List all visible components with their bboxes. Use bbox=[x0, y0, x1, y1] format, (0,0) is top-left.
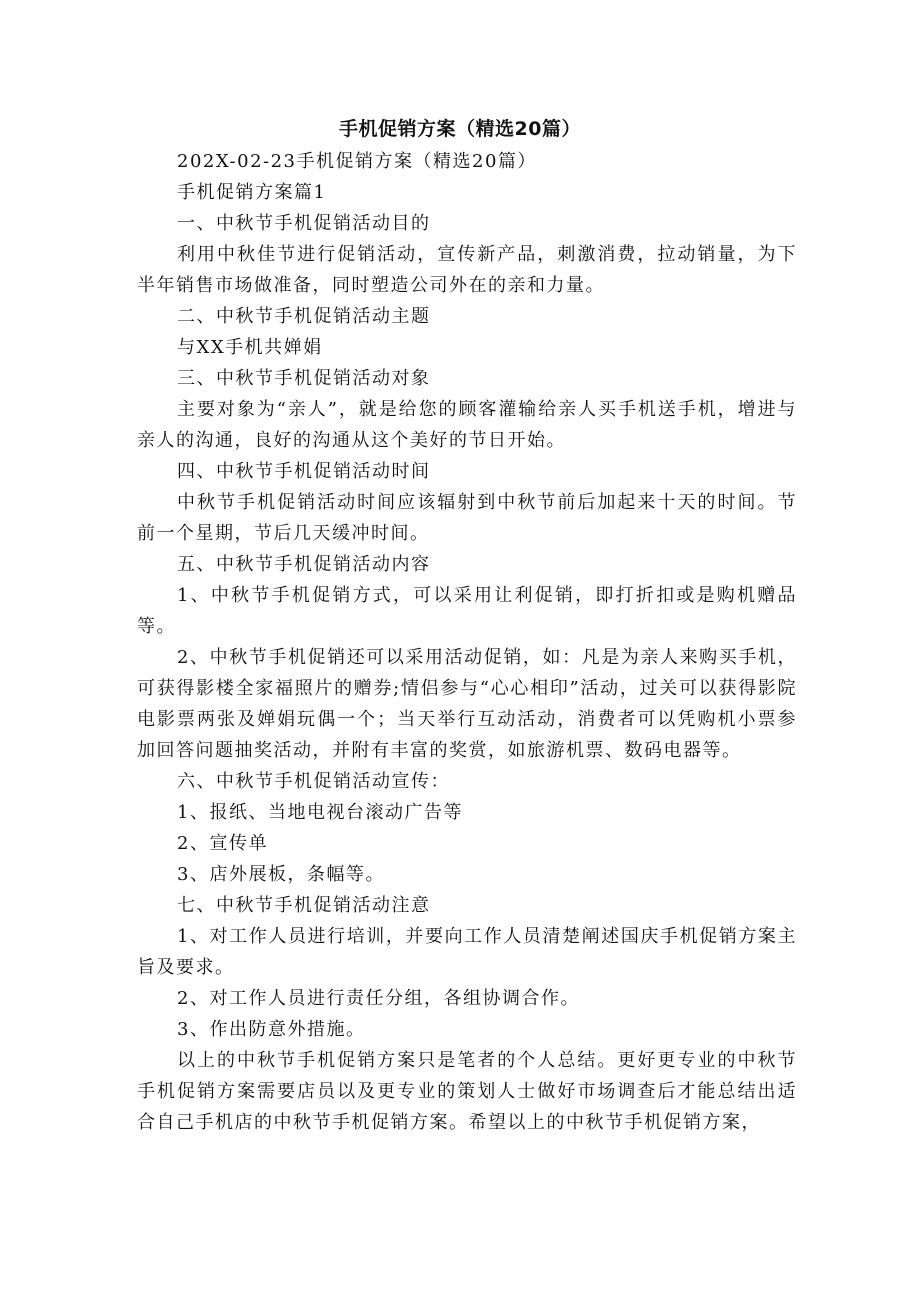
paragraph-content-item-1: 1、中秋节手机促销方式，可以采用让利促销，即打折扣或是购机赠品等。 bbox=[137, 585, 797, 637]
paragraph-content-item-2: 2、中秋节手机促销还可以采用活动促销，如：凡是为亲人来购买手机，可获得影楼全家福照片的赠券;情侣参与“心心相印”活动，过关可以获得影院电影票两张及婵娟玩偶一个；当天举行互动活动，消费者可以凭购机小票参加回答问题抽奖活动，并附有丰富的奖赏，如旅游机票、数码电器等。 bbox=[137, 647, 797, 761]
paragraph-heading-notes: 七、中秋节手机促销活动注意 bbox=[177, 895, 431, 916]
paragraph-notes-item-2: 2、对工作人员进行责任分组，各组协调合作。 bbox=[177, 988, 580, 1009]
paragraph-heading-target: 三、中秋节手机促销活动对象 bbox=[177, 368, 431, 389]
paragraph-promotion-item-2: 2、宣传单 bbox=[177, 833, 268, 854]
paragraph-purpose-text: 利用中秋佳节进行促销活动，宣传新产品，刺激消费，拉动销量，为下半年销售市场做准备，同时塑造公司外在的亲和力量。 bbox=[137, 244, 797, 296]
paragraph-heading-theme: 二、中秋节手机促销活动主题 bbox=[177, 306, 431, 327]
paragraph-date-heading: 202X-02-23手机促销方案（精选20篇） bbox=[177, 151, 537, 172]
paragraph-notes-item-1: 1、对工作人员进行培训，并要向工作人员清楚阐述国庆手机促销方案主旨及要求。 bbox=[137, 926, 797, 978]
document-body bbox=[137, 146, 797, 1138]
paragraph-promotion-item-3: 3、店外展板，条幅等。 bbox=[177, 864, 385, 885]
paragraph-heading-time: 四、中秋节手机促销活动时间 bbox=[177, 461, 431, 482]
paragraph-promotion-item-1: 1、报纸、当地电视台滚动广告等 bbox=[177, 802, 463, 823]
paragraph-conclusion: 以上的中秋节手机促销方案只是笔者的个人总结。更好更专业的中秋节手机促销方案需要店员以及更专业的策划人士做好市场调查后才能总结出适合自己手机店的中秋节手机促销方案。希望以上的中秋节手机促销方案， bbox=[137, 1050, 797, 1133]
document-title: 手机促销方案（精选20篇） bbox=[339, 118, 581, 140]
paragraph-heading-promotion: 六、中秋节手机促销活动宣传： bbox=[177, 771, 450, 792]
paragraph-heading-purpose: 一、中秋节手机促销活动目的 bbox=[177, 213, 431, 234]
paragraph-time-text: 中秋节手机促销活动时间应该辐射到中秋节前后加起来十天的时间。节前一个星期，节后几天缓冲时间。 bbox=[137, 492, 797, 544]
paragraph-theme-text: 与XX手机共婵娟 bbox=[177, 337, 323, 358]
paragraph-heading-content: 五、中秋节手机促销活动内容 bbox=[177, 554, 431, 575]
paragraph-target-text: 主要对象为“亲人”，就是给您的顾客灌输给亲人买手机送手机，增进与亲人的沟通，良好的沟通从这个美好的节日开始。 bbox=[137, 399, 797, 451]
paragraph-section-heading: 手机促销方案篇1 bbox=[177, 182, 327, 203]
paragraph-notes-item-3: 3、作出防意外措施。 bbox=[177, 1019, 366, 1040]
